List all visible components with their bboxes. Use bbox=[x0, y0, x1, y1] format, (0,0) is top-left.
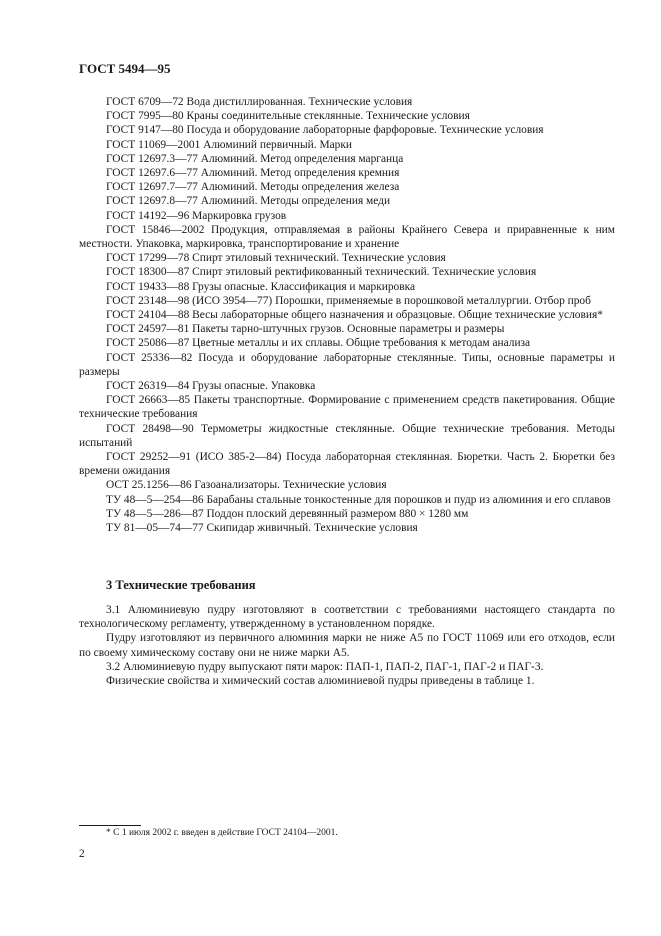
reference-item: ГОСТ 23148—98 (ИСО 3954—77) Порошки, применяемые в порошковой металлургии. Отбор проб bbox=[106, 294, 591, 307]
reference-item: ГОСТ 11069—2001 Алюминий первичный. Марки bbox=[106, 138, 352, 151]
reference-item: ТУ 48—5—286—87 Поддон плоский деревянный размером 880 × 1280 мм bbox=[106, 507, 469, 520]
reference-item: ОСТ 25.1256—86 Газоанализаторы. Технические условия bbox=[106, 479, 387, 492]
reference-item: ГОСТ 28498—90 Термометры жидкостные стеклянные. Общие технические требования. Методы испытаний bbox=[79, 422, 615, 449]
reference-item: ТУ 81—05—74—77 Скипидар живичный. Технические условия bbox=[106, 522, 418, 535]
reference-item: ГОСТ 12697.8—77 Алюминий. Методы определения меди bbox=[106, 195, 391, 208]
reference-item: ГОСТ 9147—80 Посуда и оборудование лабораторные фарфоровые. Технические условия bbox=[106, 124, 544, 137]
section-title: 3 Технические требования bbox=[106, 578, 256, 592]
reference-item: ТУ 48—5—254—86 Барабаны стальные тонкостенные для порошков и пудр из алюминия и его сплавов bbox=[106, 493, 611, 506]
paragraph: Физические свойства и химический состав алюминиевой пудры приведены в таблице 1. bbox=[106, 675, 535, 688]
reference-item: ГОСТ 19433—88 Грузы опасные. Классификация и маркировка bbox=[106, 280, 416, 293]
reference-item: ГОСТ 24597—81 Пакеты тарно-штучных грузов. Основные параметры и размеры bbox=[106, 323, 505, 336]
reference-item: ГОСТ 6709—72 Вода дистиллированная. Технические условия bbox=[106, 96, 413, 108]
reference-item: ГОСТ 7995—80 Краны соединительные стеклянные. Технические условия bbox=[106, 110, 470, 123]
reference-item: ГОСТ 14192—96 Маркировка грузов bbox=[106, 209, 287, 222]
reference-item: ГОСТ 12697.3—77 Алюминий. Метод определения марганца bbox=[106, 152, 404, 165]
section-body bbox=[79, 603, 615, 688]
reference-item: ГОСТ 12697.6—77 Алюминий. Метод определения кремния bbox=[106, 167, 400, 180]
paragraph: 3.2 Алюминиевую пудру выпускают пяти марок: ПАП-1, ПАП-2, ПАГ-1, ПАГ-2 и ПАГ-3. bbox=[106, 660, 544, 673]
page-number: 2 bbox=[79, 848, 85, 860]
reference-item: ГОСТ 15846—2002 Продукция, отправляемая в районы Крайнего Севера и приравненные к ним местности. Упаковка, маркировка, транспортирование и хранение bbox=[79, 223, 615, 251]
reference-item: ГОСТ 12697.7—77 Алюминий. Методы определения железа bbox=[106, 181, 400, 194]
reference-item: ГОСТ 18300—87 Спирт этиловый ректификованный технический. Технические условия bbox=[106, 266, 537, 279]
reference-item: ГОСТ 26663—85 Пакеты транспортные. Формирование с применением средств пакетирования. Общие технические требования bbox=[79, 394, 615, 421]
reference-item: ГОСТ 29252—91 (ИСО 385-2—84) Посуда лабораторная стеклянная. Бюретки. Часть 2. Бюретки без времени ожидания bbox=[79, 451, 615, 478]
reference-item: ГОСТ 25086—87 Цветные металлы и их сплавы. Общие требования к методам анализа bbox=[106, 337, 531, 350]
reference-item: ГОСТ 17299—78 Спирт этиловый технический. Технические условия bbox=[106, 252, 446, 265]
reference-item: ГОСТ 26319—84 Грузы опасные. Упаковка bbox=[106, 380, 316, 393]
reference-item: ГОСТ 24104—88 Весы лабораторные общего назначения и образцовые. Общие технические условия* bbox=[106, 309, 603, 322]
paragraph: 3.1 Алюминиевую пудру изготовляют в соответствии с требованиями настоящего стандарта по технологическому регламенту, утвержденному в установленном порядке. bbox=[79, 604, 615, 631]
references-list bbox=[79, 95, 615, 535]
footnote-divider bbox=[79, 825, 141, 826]
paragraph: Пудру изготовляют из первичного алюминия марки не ниже А5 по ГОСТ 11069 или его отходов, если по своему химическому составу они не ниже марки А5. bbox=[79, 632, 615, 659]
footnote: * С 1 июля 2002 г. введен в действие ГОСТ 24104—2001. bbox=[106, 828, 338, 838]
reference-item: ГОСТ 25336—82 Посуда и оборудование лабораторные стеклянные. Типы, основные параметры и размеры bbox=[79, 351, 615, 378]
document-header: ГОСТ 5494—95 bbox=[79, 61, 171, 76]
